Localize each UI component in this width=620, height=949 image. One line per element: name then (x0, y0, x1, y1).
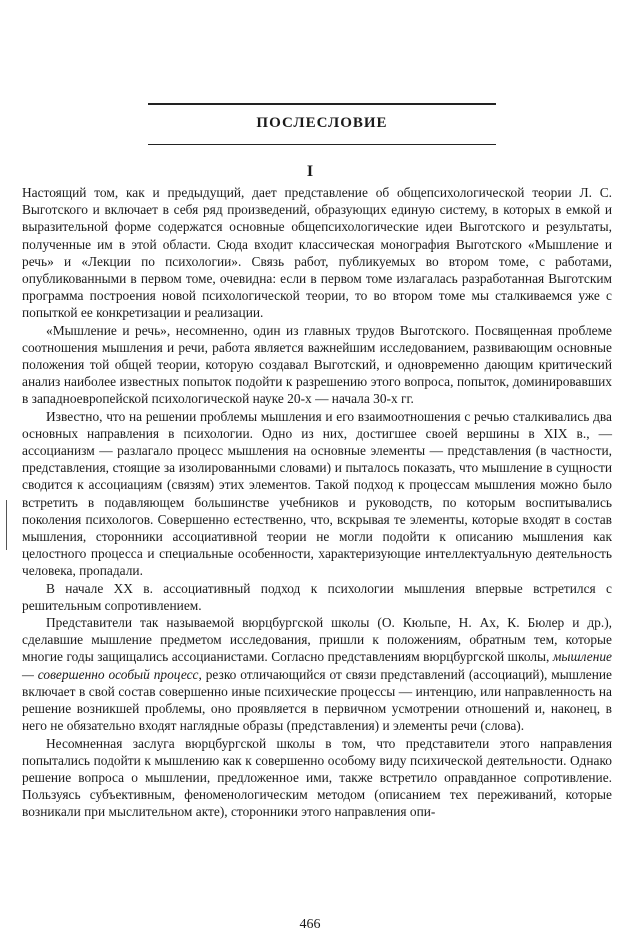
section-number: I (306, 163, 314, 180)
paragraph-1: Настоящий том, как и предыдущий, дает представление об общепсихологической теории Л. С. Выготского и включает в себя ряд произведений, образующих единую систему, в которых в емкой и выразительной форме содержатся основные общепсихологические идеи Выготского и результаты, полученные им в этой области. Сюда входит классическая монография Выготского «Мышление и речь» и «Лекции по психологии». Связь работ, публикуемых во втором томе, с работами, опубликованными в первом томе, очевидна: если в первом томе излагалась разработанная Выготским программа построения новой психологической теории, то во втором томе мы сталкиваемся уже с попыткой ее конкретизации и реализации. (22, 185, 612, 321)
paragraph-5 (22, 614, 612, 734)
paragraph-4: В начале XX в. ассоциативный подход к психологии мышления впервые встретился с решительным сопротивлением. (22, 580, 612, 613)
paragraph-6: Несомненная заслуга вюрцбургской школы в том, что представители этого направления попытались подойти к мышлению как к совершенно особому виду психической деятельности. Однако решение вопроса о мышлении, предложенное ими, также встретило оправданное сопротивление. Пользуясь субъективным, феноменологическим методом (описанием тех переживаний, которые возникали при мыслительном акте), сторонники этого направления опи- (22, 735, 612, 820)
chapter-title: ПОСЛЕСЛОВИЕ (256, 115, 388, 131)
margin-pencil-mark (6, 500, 13, 550)
paragraph-5-emphasis: мышление — совершенно особый процесс (22, 649, 612, 682)
paragraph-5-part-a: Представители так называемой вюрцбургской школы (О. Кюльпе, Н. Ах, К. Бюлер и др.), сделавшие мышление предметом исследования, пришли к положениям, обратным тем, которые многие годы защищались ассоцианистами. Согласно представлениям вюрцбургской школы, (22, 615, 612, 665)
paragraph-2: «Мышление и речь», несомненно, один из главных трудов Выготского. Посвященная проблеме соотношения мышления и речи, работа является важнейшим исследованием, развивающим основные положения той общей теории, которую создавал Выготский, и одновременно дающим критический анализ наиболее известных попыток подойти к разрешению этого вопроса, попыток, доминировавших в западноевропейской психологической науке 20-х — начала 30-х гг. (22, 322, 612, 407)
title-rule-top (148, 103, 496, 105)
page-number: 466 (299, 917, 321, 932)
body-text (22, 184, 612, 821)
title-rule-bottom (148, 144, 496, 145)
paragraph-5-part-b: , резко отличающийся от связи представлений (ассоциаций), мышление включает в свой состав совершенно иные психические процессы — интенцию, или направленность на решение возникшей проблемы, оно проявляется в первичном усмотрении отношений и, наконец, в него не обязательно входят наглядные образы (представления) и элементы речи (слова). (22, 666, 612, 734)
paragraph-3: Известно, что на решении проблемы мышления и его взаимоотношения с речью сталкивались два основных направления в психологии. Одно из них, достигшее своей вершины в XIX в., — ассоцианизм — разлагало процесс мышления на основные элементы — представления (в частности, представления, стоящие за изолированными словами) и пыталось показать, что мышление в сущности сводится к ассоциациям (связям) этих элементов. Такой подход к процессам мышления можно было встретить в подавляющем большинстве учебников и руководств, по которым воспитывались поколения психологов. Совершенно естественно, что, вскрывая те элементы, которые входят в состав мышления, сторонники ассоциативной теории не могли подойти к описанию мышления как целостного процесса и специальные особенности, характеризующие интеллектуальную деятельность человека, пропадали. (22, 408, 612, 579)
